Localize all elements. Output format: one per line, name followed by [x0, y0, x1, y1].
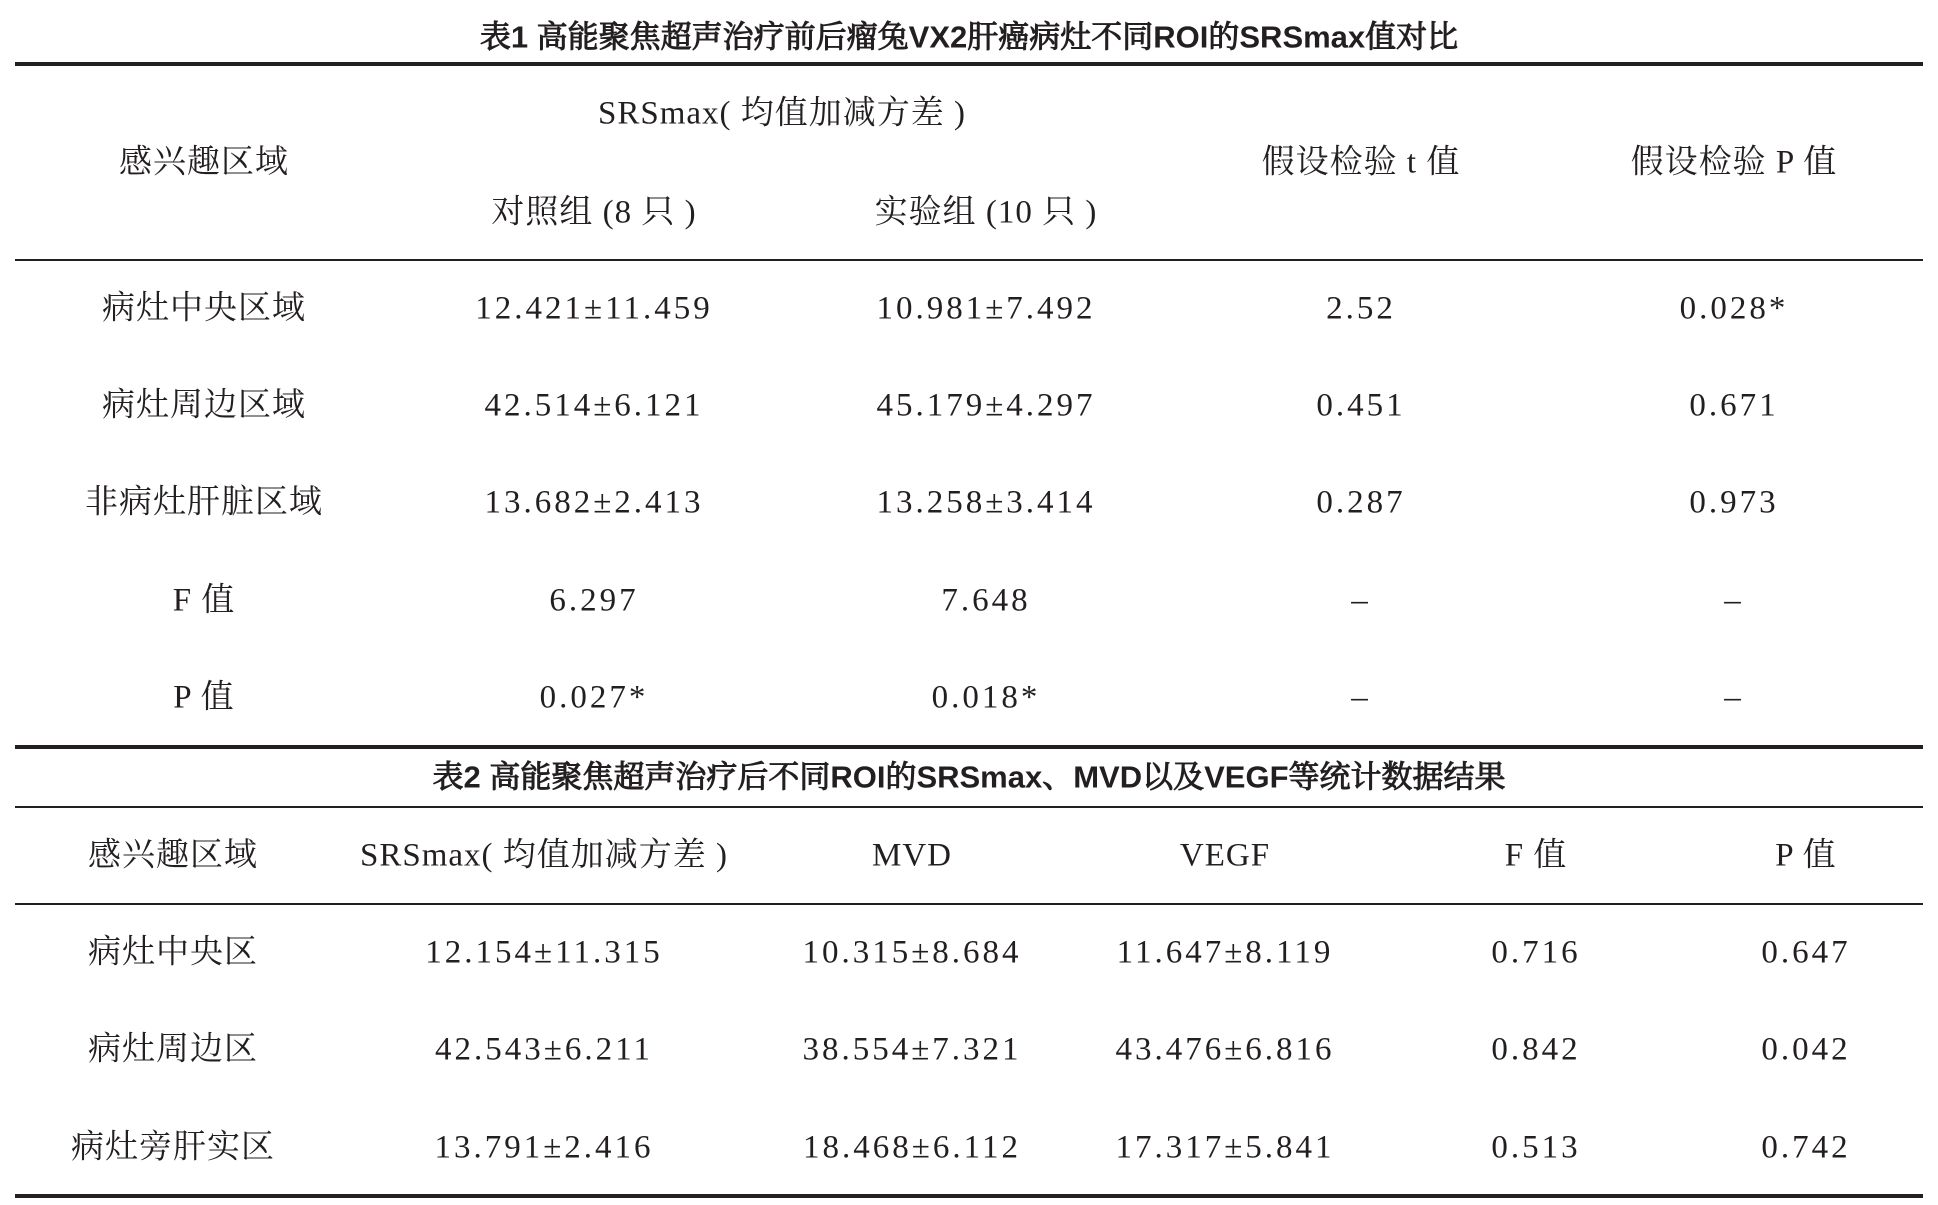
table1-cell-control: 6.297 [549, 582, 639, 619]
table2-cell-mvd: 18.468±6.112 [803, 1129, 1021, 1166]
table2-header-vegf: VEGF [1179, 837, 1271, 874]
table1-cell-t-value: – [1351, 679, 1371, 716]
table1-row-label: 非病灶肝脏区域 [85, 484, 323, 521]
table2-cell-vegf: 43.476±6.816 [1115, 1031, 1335, 1068]
table1-cell-experiment: 0.018* [931, 679, 1041, 716]
table2-cell-mvd: 38.554±7.321 [802, 1031, 1022, 1068]
table2-cell-f-value: 0.842 [1491, 1031, 1581, 1068]
table1-cell-p-value: 0.973 [1689, 484, 1779, 521]
table1-header-srsmax: SRSmax( 均值加减方差 ) [597, 95, 967, 132]
table1-cell-p-value: 0.028* [1679, 290, 1789, 327]
table1-cell-experiment: 10.981±7.492 [876, 290, 1096, 327]
table1-title: 表1 高能聚焦超声治疗前后瘤兔VX2肝癌病灶不同ROI的SRSmax值对比 [479, 19, 1459, 55]
table2-cell-f-value: 0.716 [1491, 934, 1581, 971]
table1-header-p-value: 假设检验 P 值 [1630, 144, 1838, 181]
table2-header-mvd: MVD [871, 837, 953, 874]
table1-row-label: 病灶周边区域 [102, 387, 306, 424]
table2-title: 表2 高能聚焦超声治疗后不同ROI的SRSmax、MVD以及VEGF等统计数据结果 [432, 759, 1506, 795]
table1-top-rule [15, 62, 1923, 66]
table2-row-label: 病灶周边区 [88, 1031, 258, 1068]
table2-cell-p-value: 0.647 [1761, 934, 1851, 971]
table1-cell-t-value: 2.52 [1326, 290, 1396, 327]
table1-row-label: P 值 [173, 679, 235, 716]
table2-cell-vegf: 11.647±8.119 [1116, 934, 1334, 971]
table2-header-region: 感兴趣区域 [88, 837, 258, 874]
table1-header-control: 对照组 (8 只 ) [491, 194, 697, 231]
table2-cell-srsmax: 12.154±11.315 [425, 934, 663, 971]
table1-cell-t-value: – [1351, 582, 1371, 619]
table2-top-rule [15, 806, 1923, 808]
table1-cell-experiment: 13.258±3.414 [876, 484, 1096, 521]
table2-header-srsmax: SRSmax( 均值加减方差 ) [359, 837, 729, 874]
table1-cell-control: 12.421±11.459 [475, 290, 713, 327]
table1-cell-p-value: – [1724, 582, 1744, 619]
table1-header-experiment: 实验组 (10 只 ) [874, 194, 1098, 231]
table1-cell-control: 0.027* [539, 679, 649, 716]
table2-cell-mvd: 10.315±8.684 [802, 934, 1022, 971]
table2-row-label: 病灶旁肝实区 [71, 1129, 275, 1166]
table2-header-rule [15, 903, 1923, 905]
table1-cell-t-value: 0.287 [1316, 484, 1406, 521]
table2-bottom-rule [15, 1194, 1923, 1198]
table2-header-f-value: F 值 [1504, 837, 1568, 874]
table2-row-label: 病灶中央区 [88, 934, 258, 971]
table1-bottom-rule [15, 745, 1923, 749]
table2-header-p-value: P 值 [1775, 837, 1837, 874]
table1-row-label: F 值 [172, 582, 236, 619]
table1-cell-p-value: – [1724, 679, 1744, 716]
table2-cell-f-value: 0.513 [1491, 1129, 1581, 1166]
table1-cell-t-value: 0.451 [1316, 387, 1406, 424]
table1-header-region: 感兴趣区域 [119, 144, 289, 181]
table1-cell-p-value: 0.671 [1689, 387, 1779, 424]
table2-cell-p-value: 0.742 [1761, 1129, 1851, 1166]
table1-header-t-value: 假设检验 t 值 [1261, 144, 1461, 181]
table1-row-label: 病灶中央区域 [102, 290, 306, 327]
table2-cell-p-value: 0.042 [1761, 1031, 1851, 1068]
table2-cell-vegf: 17.317±5.841 [1115, 1129, 1335, 1166]
table2-cell-srsmax: 42.543±6.211 [435, 1031, 653, 1068]
table1-cell-experiment: 45.179±4.297 [876, 387, 1096, 424]
table1-cell-control: 42.514±6.121 [484, 387, 704, 424]
table2-cell-srsmax: 13.791±2.416 [434, 1129, 654, 1166]
table1-cell-experiment: 7.648 [941, 582, 1031, 619]
table1-header-rule [15, 259, 1923, 261]
table1-cell-control: 13.682±2.413 [484, 484, 704, 521]
